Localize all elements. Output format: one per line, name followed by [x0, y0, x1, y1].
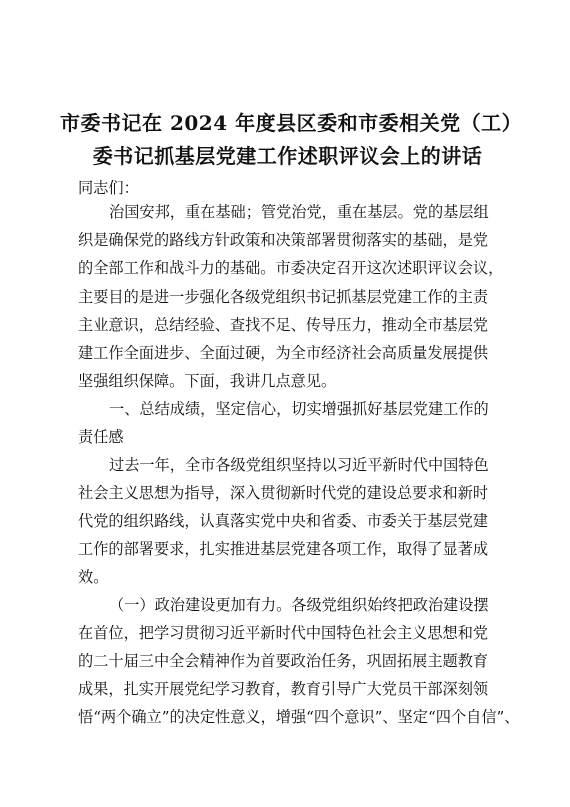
- paragraph-line: 织是确保党的路线方针政策和决策部署贯彻落实的基础，是党: [78, 231, 489, 249]
- paragraph-line: 过去一年，全市各级党组织坚持以习近平新时代中国特色: [109, 456, 489, 474]
- paragraph-line: 在首位，把学习贯彻习近平新时代中国特色社会主义思想和党: [78, 624, 489, 642]
- paragraph-line: 主业意识，总结经验、查找不足、传导压力，推动全市基层党: [78, 316, 489, 334]
- paragraph-line: 工作的部署要求，扎实推进基层党建各项工作，取得了显著成: [78, 540, 489, 558]
- paragraph-line: 治国安邦，重在基础；管党治党，重在基层。党的基层组: [109, 203, 489, 221]
- paragraph-line: 代党的组织路线，认真落实党中央和省委、市委关于基层党建: [78, 512, 489, 530]
- paragraph-line: 效。: [78, 568, 109, 586]
- paragraph-line: 悟“两个确立”的决定性意义，增强“四个意识”、坚定“四个自信”、: [78, 708, 520, 726]
- section-heading-line: 责任感: [78, 428, 124, 446]
- section-heading-line: 一、总结成绩，坚定信心，切实增强抓好基层党建工作的: [109, 400, 489, 418]
- subsection-line: （一）政治建设更加有力。各级党组织始终把政治建设摆: [109, 596, 489, 614]
- paragraph-line: 坚强组织保障。下面，我讲几点意见。: [78, 372, 337, 390]
- paragraph-line: 的二十届三中全会精神作为首要政治任务，巩固拓展主题教育: [78, 652, 489, 670]
- paragraph-line: 成果，扎实开展党纪学习教育，教育引导广大党员干部深刻领: [78, 680, 489, 698]
- paragraph-line: 主要目的是进一步强化各级党组织书记抓基层党建工作的主责: [78, 288, 489, 306]
- speech-title-line-2: 委书记抓基层党建工作述职评议会上的讲话: [92, 144, 483, 168]
- speech-title-line-1: 市委书记在 2024 年度县区委和市委相关党（工）: [60, 111, 523, 135]
- paragraph-line: 社会主义思想为指导，深入贯彻新时代党的建设总要求和新时: [78, 484, 489, 502]
- paragraph-line: 的全部工作和战斗力的基础。市委决定召开这次述职评议会议，: [78, 259, 504, 277]
- salutation: 同志们：: [78, 179, 139, 197]
- paragraph-line: 建工作全面进步、全面过硬，为全市经济社会高质量发展提供: [78, 344, 489, 362]
